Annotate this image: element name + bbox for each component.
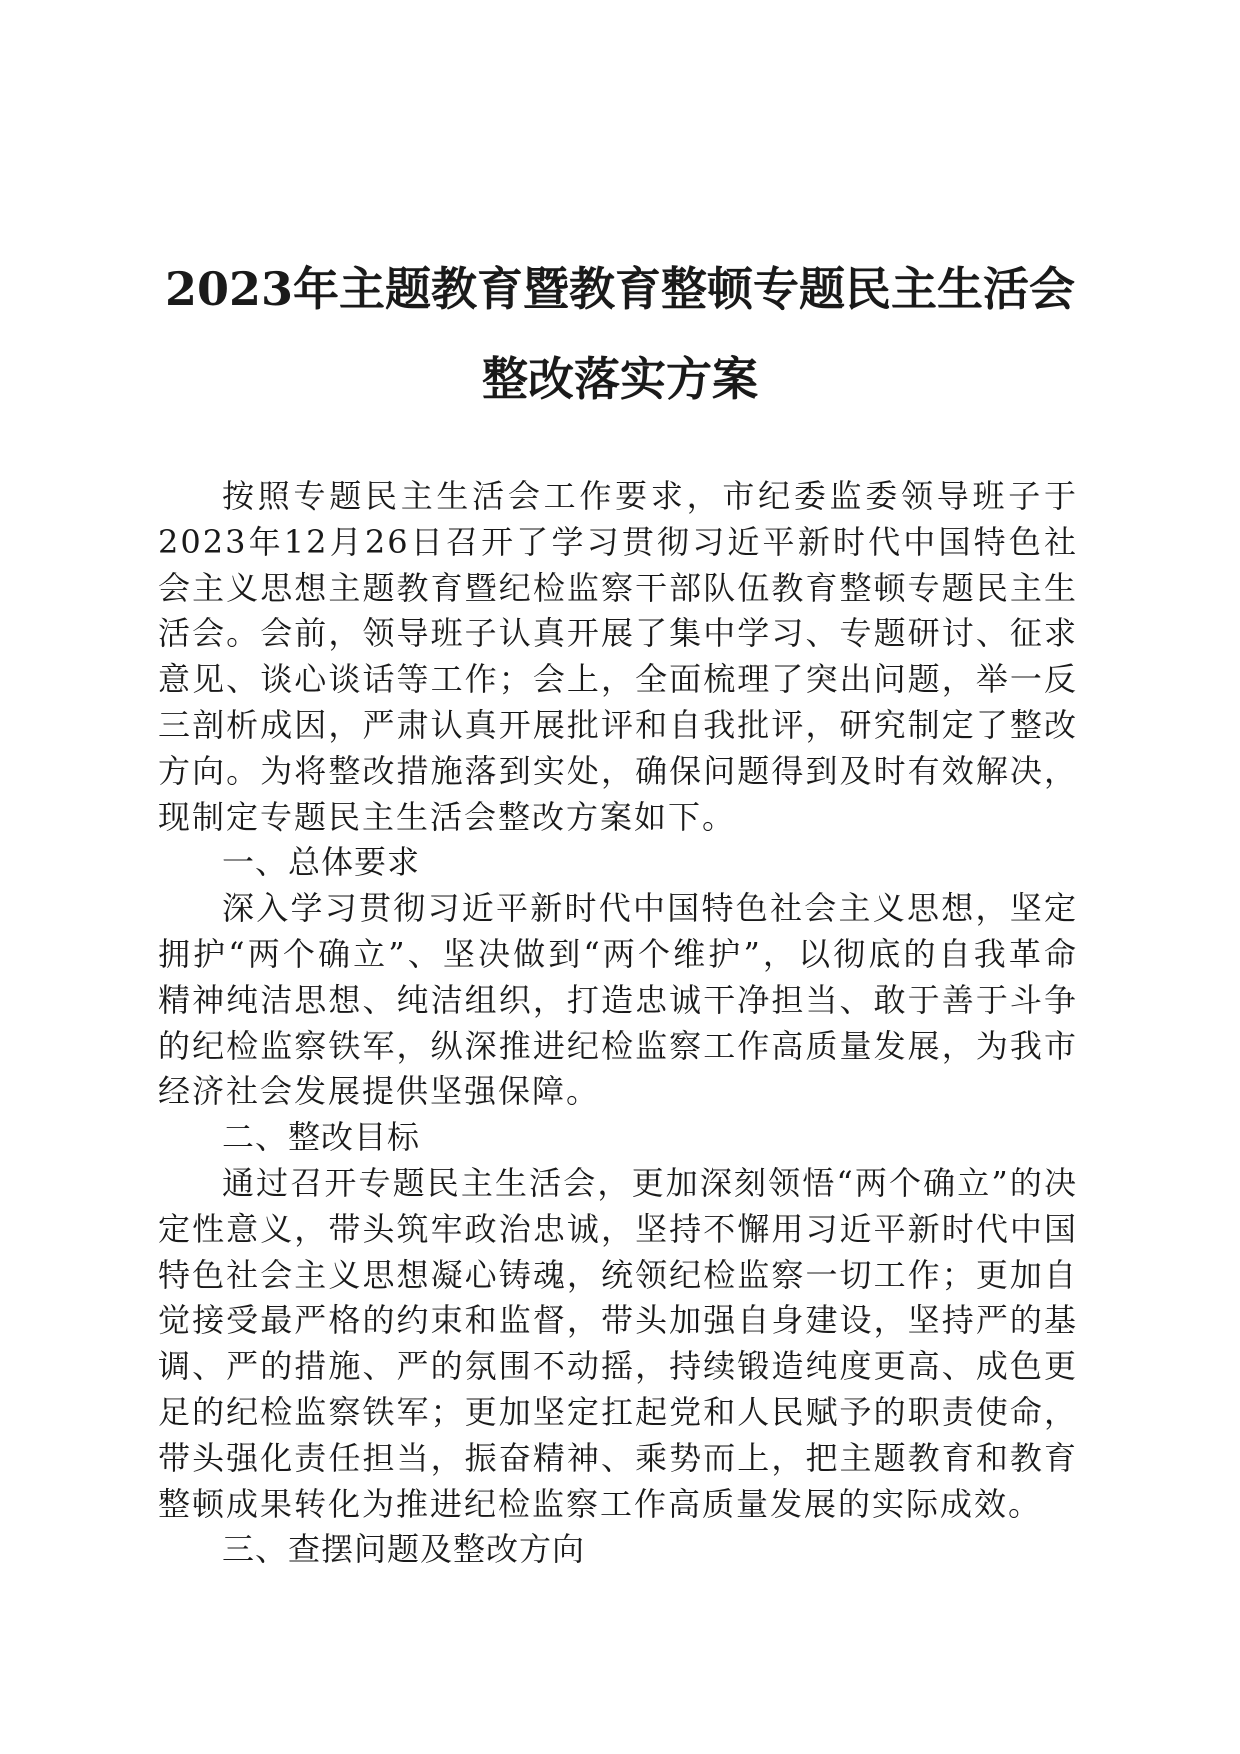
intro-paragraph: 按照专题民主生活会工作要求，市纪委监委领导班子于2023年12月26日召开了学习贯彻习近平新时代中国特色社会主义思想主题教育暨纪检监察干部队伍教育整顿专题民主生活会。会前，领导班子认真开展了集中学习、专题研讨、征求意见、谈心谈话等工作；会上，全面梳理了突出问题，举一反三剖析成因，严肃认真开展批评和自我批评，研究制定了整改方向。为将整改措施落到实处，确保问题得到及时有效解决，现制定专题民主生活会整改方案如下。 bbox=[158, 477, 1078, 836]
document-title-line-1: 2023年主题教育暨教育整顿专题民主生活会 bbox=[164, 262, 1076, 316]
section-heading-rectification-goals: 二、整改目标 bbox=[222, 1118, 421, 1157]
section-heading-general-requirements: 一、总体要求 bbox=[222, 843, 421, 882]
section-paragraph-general-requirements: 深入学习贯彻习近平新时代中国特色社会主义思想，坚定拥护“两个确立”、坚决做到“两个维护”，以彻底的自我革命精神纯洁思想、纯洁组织，打造忠诚干净担当、敢于善于斗争的纪检监察铁军，纵深推进纪检监察工作高质量发展，为我市经济社会发展提供坚强保障。 bbox=[158, 889, 1078, 1111]
section-heading-problems-and-direction: 三、查摆问题及整改方向 bbox=[222, 1530, 586, 1569]
document-title-line-2: 整改落实方案 bbox=[482, 352, 758, 406]
document-body bbox=[158, 474, 1078, 1573]
section-paragraph-rectification-goals: 通过召开专题民主生活会，更加深刻领悟“两个确立”的决定性意义，带头筑牢政治忠诚，坚持不懈用习近平新时代中国特色社会主义思想凝心铸魂，统领纪检监察一切工作；更加自觉接受最严格的约束和监督，带头加强自身建设，坚持严的基调、严的措施、严的氛围不动摇，持续锻造纯度更高、成色更足的纪检监察铁军；更加坚定扛起党和人民赋予的职责使命，带头强化责任担当，振奋精神、乘势而上，把主题教育和教育整顿成果转化为推进纪检监察工作高质量发展的实际成效。 bbox=[158, 1163, 1078, 1523]
